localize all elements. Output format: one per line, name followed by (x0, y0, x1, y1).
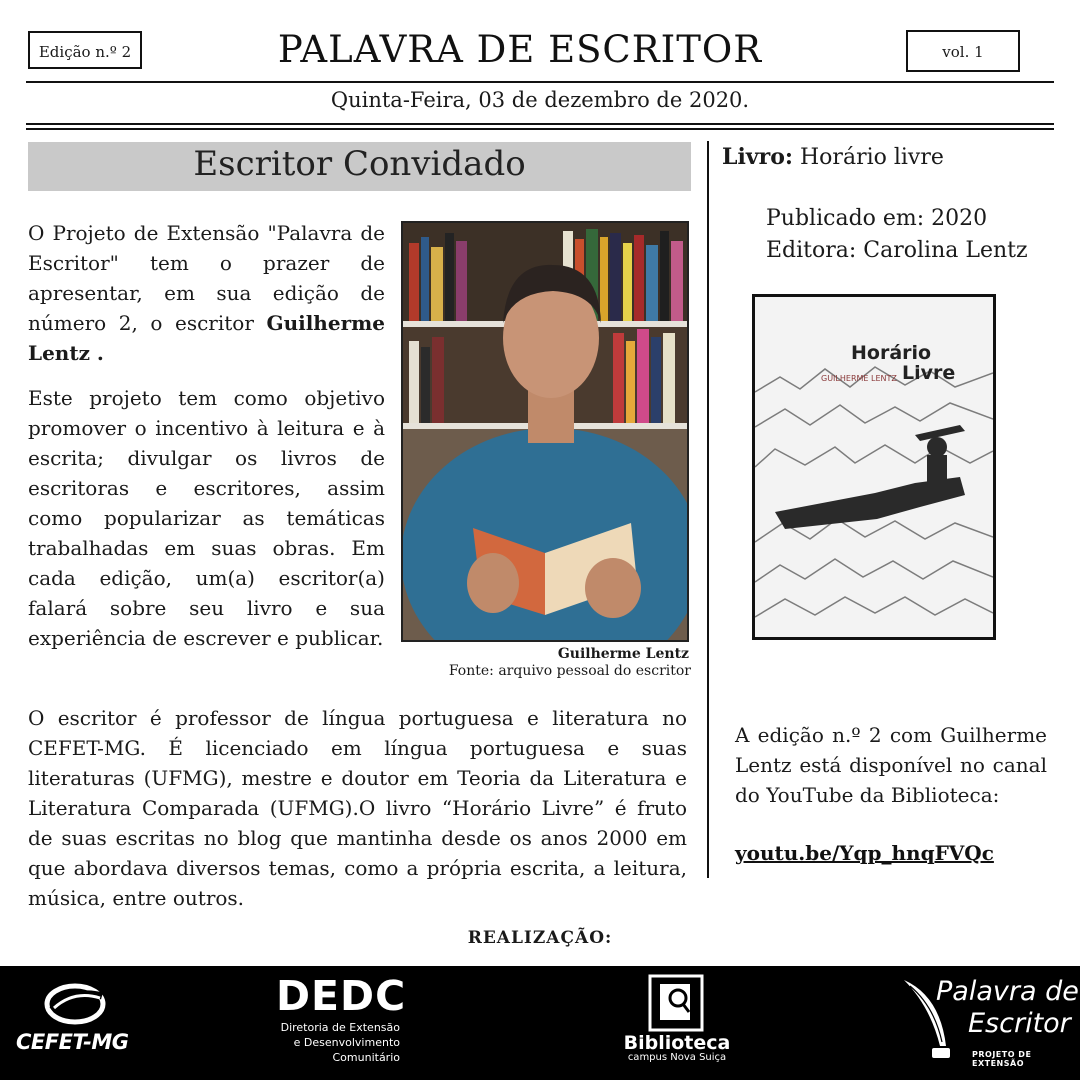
published-year: Publicado em: 2020 (766, 206, 988, 231)
author-photo-illustration (403, 223, 687, 640)
edition-badge: Edição n.º 2 (28, 31, 142, 69)
date-line: Quinta-Feira, 03 de dezembro de 2020. (330, 88, 750, 112)
dedc-logo-text: DEDC (276, 972, 407, 1020)
photo-caption-name: Guilherme Lentz (557, 646, 689, 662)
objective-paragraph: Este projeto tem como objetivo promover o incentivo à leitura e à escrita; divulgar os livros de escritoras e escritores, assim como popularizar as temáticas trabalhadas em suas obras. Em cada edição, um(a) escritor(a) falará sobre seu livro e sua experiência de escrever e publicar. (28, 386, 385, 650)
biblioteca-name: Biblioteca (623, 1032, 731, 1054)
intro-paragraph (28, 218, 385, 368)
cover-title-line2: Livre (901, 362, 956, 384)
author-name: Guilherme Lentz . (28, 311, 385, 365)
youtube-link[interactable]: youtu.be/Yqp_hnqFVQc (735, 841, 994, 865)
column-divider (707, 141, 709, 878)
header-rule-double-a (26, 123, 1054, 125)
author-photo (401, 221, 689, 642)
footer-bar (0, 966, 1080, 1080)
realizacao-label: REALIZAÇÃO: (467, 928, 613, 948)
header-rule-top (26, 81, 1054, 83)
project-subtitle: PROJETO DE EXTENSÃO (972, 1050, 1032, 1068)
intro-text: O Projeto de Extensão "Palavra de Escritor" tem o prazer de apresentar, em sua edição de número 2, o escritor (28, 221, 385, 335)
cefet-logo-icon (44, 980, 106, 1026)
publisher: Editora: Carolina Lentz (766, 238, 1028, 263)
volume-badge: vol. 1 (906, 30, 1020, 72)
cefet-name: CEFET-MG (16, 1030, 129, 1054)
dedc-line-1: Diretoria de Extensão (280, 1021, 400, 1034)
book-cover (752, 294, 996, 640)
availability-text: A edição n.º 2 com Guilherme Lentz está disponível no canal do YouTube da Biblioteca: (735, 723, 1047, 807)
project-title-line1: Palavra de (936, 976, 1079, 1007)
dedc-line-2: e Desenvolvimento (293, 1036, 400, 1049)
project-title-line2: Escritor (968, 1008, 1071, 1039)
book-title: Horário livre (800, 145, 944, 170)
dedc-line-3: Comunitário (332, 1051, 400, 1064)
masthead-title: PALAVRA DE ESCRITOR (277, 28, 763, 71)
cover-title-line1: Horário (851, 342, 932, 364)
book-label: Livro: (722, 144, 793, 170)
book-title-line (722, 144, 944, 170)
biblioteca-subtitle: campus Nova Suiça (627, 1052, 727, 1063)
library-book-icon (648, 974, 704, 1032)
bio-paragraph: O escritor é professor de língua portuguesa e literatura no CEFET-MG. É licenciado em língua portuguesa e suas literaturas (UFMG), mestre e doutor em Teoria da Literatura e Literatura Comparada (UFMG).O livro “Horário Livre” é fruto de suas escritas no blog que mantinha desde os anos 2000 em que abordava diversos temas, como a própria escrita, a leitura, música, entre outros. (28, 706, 687, 910)
photo-caption-source: Fonte: arquivo pessoal do escritor (448, 663, 691, 679)
dedc-description (260, 1020, 400, 1065)
header-rule-double-b (26, 128, 1054, 130)
cover-author: GUILHERME LENTZ (821, 374, 897, 383)
section-title: Escritor Convidado (193, 144, 526, 184)
